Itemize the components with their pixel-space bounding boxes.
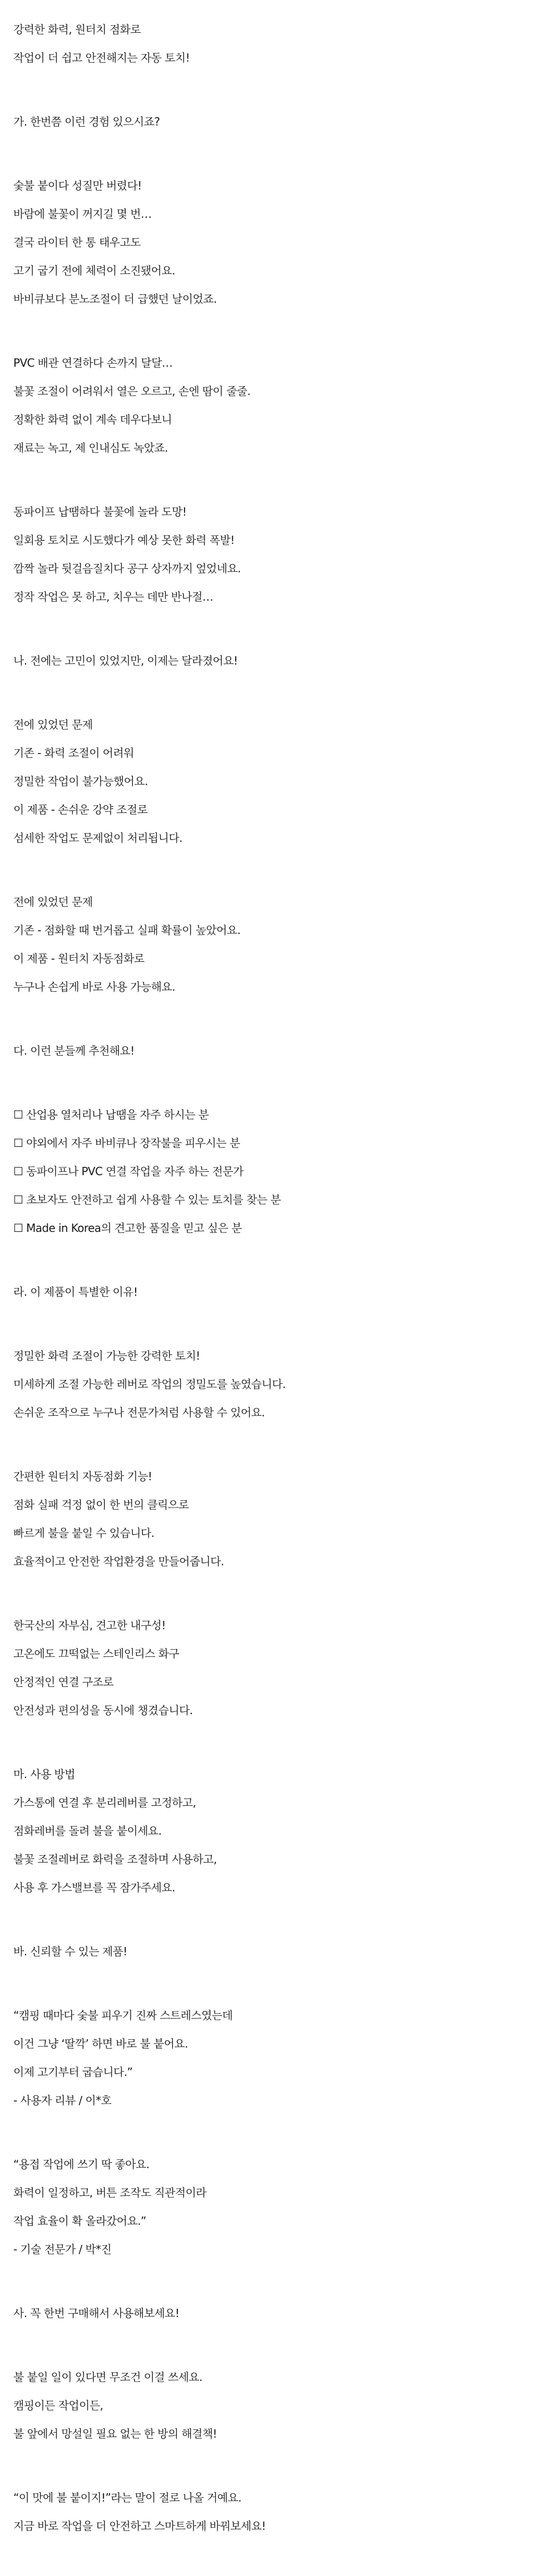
text-line: - 사용자 리뷰 / 이*호 <box>13 2094 112 2107</box>
paragraph <box>13 1101 547 1242</box>
text-line: PVC 배관 연결하다 손까지 달달… <box>13 356 173 370</box>
paragraph <box>13 1342 547 1427</box>
paragraph <box>13 647 547 675</box>
text-line: 작업이 더 쉽고 안전해지는 자동 토치! <box>13 51 190 64</box>
text-line: 불꽃 조절레버로 화력을 조절하며 사용하고, <box>13 1853 217 1866</box>
text-line: 일회용 토치로 시도했다가 예상 못한 화력 폭발! <box>13 533 235 547</box>
text-line: 점화레버를 돌려 불을 붙이세요. <box>13 1824 162 1838</box>
text-line: “이 맛에 불 붙이지!”라는 말이 절로 나올 거예요. <box>13 2491 241 2504</box>
text-line: 강력한 화력, 원터치 점화로 <box>13 23 141 36</box>
paragraph <box>13 16 547 72</box>
paragraph <box>13 2484 547 2540</box>
text-line: 가스통에 연결 후 분리레버를 고정하고, <box>13 1796 196 1809</box>
paragraph <box>13 1611 547 1725</box>
text-line: 섬세한 작업도 문제없이 처리됩니다. <box>13 831 182 845</box>
text-line: 화력이 일정하고, 버튼 조작도 직관적이라 <box>13 2186 207 2199</box>
text-line: 캠핑이든 작업이든, <box>13 2399 103 2412</box>
text-line: ☐ 동파이프나 PVC 연결 작업을 자주 하는 전문가 <box>13 1165 244 1178</box>
paragraph <box>13 1462 547 1576</box>
text-line: 불 붙일 일이 있다면 무조건 이걸 쓰세요. <box>13 2370 202 2384</box>
text-line: 가. 한번쯤 이런 경험 있으시죠? <box>13 115 160 128</box>
text-line: 기존 - 점화할 때 번거롭고 실패 확률이 높았어요. <box>13 923 241 937</box>
text-line: 전에 있었던 문제 <box>13 718 93 731</box>
text-line: 이 제품 - 원터치 자동점화로 <box>13 952 145 965</box>
text-line: 이 제품 - 손쉬운 강약 조절로 <box>13 803 148 816</box>
text-line: ☐ 산업용 열처리나 납땜을 자주 하시는 분 <box>13 1108 209 1121</box>
text-line: - 기술 전문가 / 박*진 <box>13 2243 112 2256</box>
text-line: ☐ Made in Korea의 견고한 품질을 믿고 싶은 분 <box>13 1221 242 1235</box>
text-line: 점화 실패 걱정 없이 한 번의 클릭으로 <box>13 1498 189 1511</box>
text-line: 나. 전에는 고민이 있었지만, 이제는 달라졌어요! <box>13 654 238 667</box>
paragraph <box>13 1938 547 1966</box>
text-line: 바람에 불꽃이 꺼지길 몇 번… <box>13 207 152 221</box>
paragraph <box>13 498 547 611</box>
text-line: 효율적이고 안전한 작업환경을 만들어줍니다. <box>13 1555 224 1568</box>
text-line: 고온에도 끄떡없는 스테인리스 화구 <box>13 1647 180 1660</box>
text-line: 안전성과 편의성을 동시에 챙겼습니다. <box>13 1704 193 1717</box>
text-line: 바비큐보다 분노조절이 더 급했던 날이었죠. <box>13 292 217 306</box>
text-line: 빠르게 불을 붙일 수 있습니다. <box>13 1526 155 1540</box>
paragraph <box>13 1037 547 1065</box>
paragraph <box>13 2299 547 2328</box>
text-line: “캠핑 때마다 숯불 피우기 진짜 스트레스였는데 <box>13 2009 233 2022</box>
text-line: 사용 후 가스밸브를 꼭 잠가주세요. <box>13 1881 175 1894</box>
text-line: 재료는 녹고, 제 인내심도 녹았죠. <box>13 441 168 455</box>
text-line: 이건 그냥 ‘딸깍’ 하면 바로 불 붙어요. <box>13 2037 188 2050</box>
text-line: 간편한 원터치 자동점화 기능! <box>13 1470 152 1483</box>
text-line: ☐ 야외에서 자주 바비큐나 장작불을 피우시는 분 <box>13 1136 240 1150</box>
text-line: 미세하게 조절 가능한 레버로 작업의 정밀도를 높였습니다. <box>13 1377 286 1391</box>
paragraph <box>13 172 547 313</box>
text-line: 안정적인 연결 구조로 <box>13 1675 113 1689</box>
text-line: 누구나 손쉽게 바로 사용 가능해요. <box>13 980 175 994</box>
paragraph <box>13 349 547 462</box>
paragraph <box>13 2150 547 2264</box>
text-line: 손쉬운 조작으로 누구나 전문가처럼 사용할 수 있어요. <box>13 1406 265 1419</box>
paragraph <box>13 1278 547 1306</box>
text-line: 지금 바로 작업을 더 안전하고 스마트하게 바꿔보세요! <box>13 2519 266 2533</box>
text-line: 작업 효율이 확 올라갔어요.” <box>13 2214 146 2228</box>
paragraph <box>13 1760 547 1902</box>
paragraph <box>13 2001 547 2115</box>
text-line: 이제 고기부터 굽습니다.” <box>13 2065 133 2079</box>
paragraph <box>13 108 547 136</box>
text-line: 정작 작업은 못 하고, 치우는 데만 반나절… <box>13 590 214 603</box>
text-line: 정확한 화력 없이 계속 데우다보니 <box>13 413 172 426</box>
text-line: 전에 있었던 문제 <box>13 895 93 908</box>
product-description <box>13 16 547 2576</box>
text-line: 사. 꼭 한번 구매해서 사용해보세요! <box>13 2307 180 2320</box>
text-line: 동파이프 납땜하다 불꽃에 놀라 도망! <box>13 505 187 518</box>
text-line: 바. 신뢰할 수 있는 제품! <box>13 1945 127 1958</box>
text-line: “용접 작업에 쓰기 딱 좋아요. <box>13 2158 150 2171</box>
text-line: 라. 이 제품이 특별한 이유! <box>13 1285 138 1299</box>
text-line: 고기 굽기 전에 체력이 소진됐어요. <box>13 264 175 277</box>
paragraph <box>13 711 547 852</box>
text-line: 깜짝 놀라 뒷걸음질치다 공구 상자까지 엎었네요. <box>13 562 241 575</box>
text-line: 기존 - 화력 조절이 어려워 <box>13 746 134 760</box>
text-line: 다. 이런 분들께 추천해요! <box>13 1044 135 1057</box>
text-line: 숯불 붙이다 성질만 버렸다! <box>13 179 142 192</box>
text-line: 정밀한 화력 조절이 가능한 강력한 토치! <box>13 1349 200 1362</box>
paragraph <box>13 2363 547 2448</box>
text-line: 마. 사용 방법 <box>13 1768 75 1781</box>
text-line: 정밀한 작업이 불가능했어요. <box>13 775 148 788</box>
text-line: 불꽃 조절이 어려워서 열은 오르고, 손엔 땀이 줄줄. <box>13 385 251 398</box>
text-line: 한국산의 자부심, 견고한 내구성! <box>13 1619 166 1632</box>
paragraph <box>13 888 547 1001</box>
text-line: ☐ 초보자도 안전하고 쉽게 사용할 수 있는 토치를 찾는 분 <box>13 1193 281 1206</box>
text-line: 결국 라이터 한 통 태우고도 <box>13 236 141 249</box>
text-line: 불 앞에서 망설일 필요 없는 한 방의 해결책! <box>13 2427 217 2440</box>
